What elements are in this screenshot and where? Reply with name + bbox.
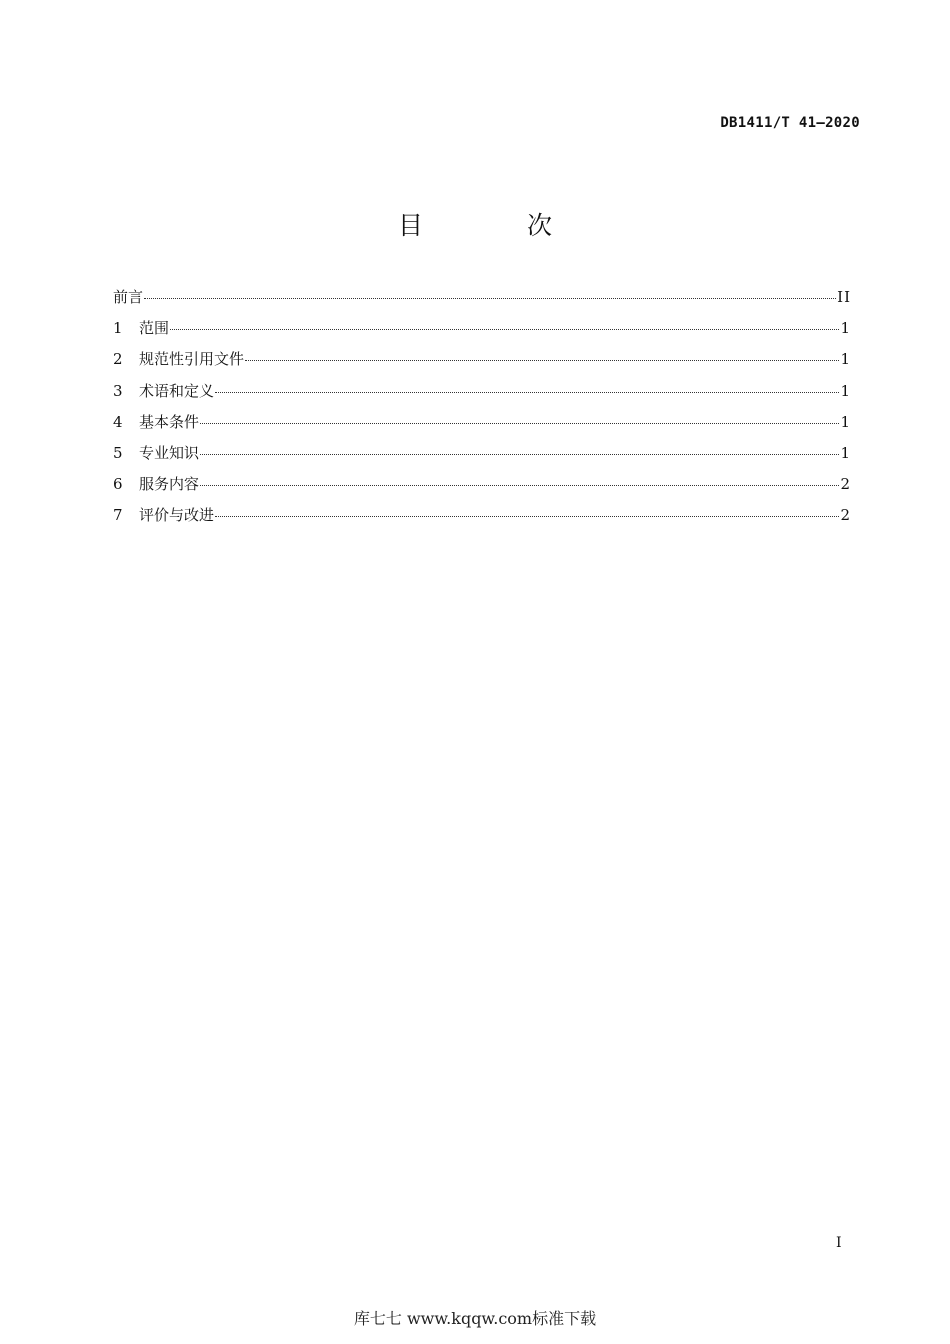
- toc-entry-number: 7: [113, 506, 123, 525]
- toc-entry-page: 1: [840, 319, 851, 338]
- toc-entry-page: 2: [840, 506, 851, 525]
- toc-entry-number: 6: [113, 475, 123, 494]
- toc-entry-evaluation-improvement[interactable]: [113, 504, 851, 535]
- document-code: DB1411/T 41—2020: [720, 115, 860, 131]
- toc-entry-label: 术语和定义: [139, 381, 215, 400]
- toc-entry-number: 2: [113, 350, 123, 369]
- toc-dot-leader: [215, 515, 839, 517]
- toc-entry-page: 1: [840, 381, 851, 400]
- toc-entry-number: 3: [113, 381, 123, 400]
- toc-entry-number: 1: [113, 319, 123, 338]
- toc-entry-page: 1: [840, 412, 851, 431]
- toc-entry-page: 1: [840, 350, 851, 369]
- toc-dot-leader: [200, 422, 839, 424]
- toc-entry-professional-knowledge[interactable]: [113, 442, 851, 473]
- toc-entry-label: 服务内容: [139, 475, 200, 494]
- toc-dot-leader: [144, 297, 836, 299]
- toc-entry-number: 4: [113, 412, 123, 431]
- toc-dot-leader: [245, 359, 839, 361]
- toc-entry-foreword[interactable]: [113, 286, 851, 317]
- toc-entry-service-content[interactable]: [113, 473, 851, 504]
- toc-entry-normative-references[interactable]: [113, 348, 851, 379]
- toc-entry-page: II: [837, 288, 851, 306]
- toc-dot-leader: [200, 453, 839, 455]
- toc-dot-leader: [200, 484, 839, 486]
- toc-entry-label: 规范性引用文件: [139, 350, 245, 369]
- toc-entry-label: 基本条件: [139, 412, 200, 431]
- toc-entry-terms-definitions[interactable]: [113, 380, 851, 411]
- toc-title: 目 次: [398, 211, 600, 240]
- toc-entry-number: 5: [113, 443, 123, 462]
- page-number: I: [836, 1235, 842, 1251]
- download-watermark: 库七七 www.kqqw.com标准下载: [353, 1309, 597, 1328]
- toc-entry-basic-conditions[interactable]: [113, 411, 851, 442]
- toc-entry-label: 前言: [113, 288, 144, 306]
- toc-entry-page: 2: [840, 475, 851, 494]
- table-of-contents: [113, 286, 851, 536]
- toc-entry-label: 专业知识: [139, 443, 200, 462]
- toc-dot-leader: [215, 391, 839, 393]
- toc-entry-label: 评价与改进: [139, 506, 215, 525]
- toc-dot-leader: [170, 328, 839, 330]
- toc-entry-label: 范围: [139, 319, 170, 338]
- toc-entry-page: 1: [840, 443, 851, 462]
- toc-entry-scope[interactable]: [113, 317, 851, 348]
